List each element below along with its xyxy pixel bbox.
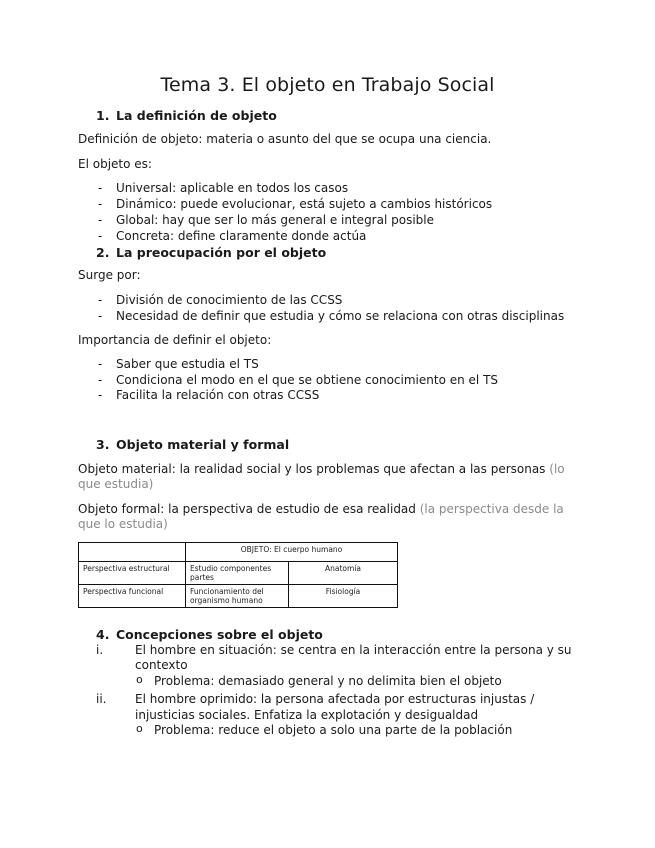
dash-bullet: - <box>98 293 103 307</box>
table-cell <box>186 585 289 608</box>
list-item: Saber que estudia el TS <box>116 357 259 371</box>
problem-line: Problema: reduce el objeto a solo una parte de la población <box>154 723 513 737</box>
list-item: División de conocimiento de las CCSS <box>116 293 343 307</box>
circle-bullet: o <box>136 673 143 686</box>
object-intro: El objeto es: <box>78 157 152 171</box>
dash-bullet: - <box>98 181 103 195</box>
table-cell: Anatomía <box>289 562 398 585</box>
material-object-note-cont: que estudia) <box>78 477 154 491</box>
page-title: Tema 3. El objeto en Trabajo Social <box>160 74 495 96</box>
section-2-heading: La preocupación por el objeto <box>116 245 327 260</box>
table-cell: Fisiología <box>289 585 398 608</box>
formal-object-text <box>78 502 564 516</box>
section-1-heading: La definición de objeto <box>116 108 277 123</box>
list-item: Facilita la relación con otras CCSS <box>116 388 320 402</box>
list-item: Global: hay que ser lo más general e integral posible <box>116 213 434 227</box>
formal-object-definition: Objeto formal: la perspectiva de estudio de esa realidad <box>78 502 416 516</box>
section-3-heading: Objeto material y formal <box>116 437 290 452</box>
dash-bullet: - <box>98 229 103 243</box>
table-header-row <box>79 543 398 562</box>
surge-intro: Surge por: <box>78 268 141 282</box>
section-4-heading: Concepciones sobre el objeto <box>116 627 323 642</box>
material-object-text <box>78 462 565 476</box>
section-2-number: 2. <box>96 245 110 260</box>
dash-bullet: - <box>98 197 103 211</box>
section-1-number: 1. <box>96 108 110 123</box>
formal-object-note-cont: que lo estudia) <box>78 517 168 531</box>
table-cell-line: Funcionamiento del <box>190 587 264 596</box>
dash-bullet: - <box>98 309 103 323</box>
table-cell-line: partes <box>190 573 214 582</box>
concept-line: contexto <box>135 658 188 672</box>
dash-bullet: - <box>98 388 103 402</box>
circle-bullet: o <box>136 722 143 735</box>
formal-object-note: (la perspectiva desde la <box>419 502 564 516</box>
table-cell-line: Estudio componentes <box>190 564 272 573</box>
list-item: Universal: aplicable en todos los casos <box>116 181 349 195</box>
dash-bullet: - <box>98 213 103 227</box>
table-row-label: Perspectiva funcional <box>79 585 186 608</box>
dash-bullet: - <box>98 373 103 387</box>
roman-numeral: i. <box>96 643 104 657</box>
object-table <box>78 542 398 608</box>
table-header-cell: OBJETO: El cuerpo humano <box>186 543 398 562</box>
list-item: Condiciona el modo en el que se obtiene conocimiento en el TS <box>116 373 499 387</box>
importance-intro: Importancia de definir el objeto: <box>78 333 272 347</box>
list-item: Dinámico: puede evolucionar, está sujeto a cambios históricos <box>116 197 493 211</box>
definition-text: Definición de objeto: materia o asunto del que se ocupa una ciencia. <box>78 132 492 146</box>
list-item: Necesidad de definir que estudia y cómo se relaciona con otras disciplinas <box>116 309 565 323</box>
table-row <box>79 562 398 585</box>
material-object-definition: Objeto material: la realidad social y los problemas que afectan a las personas <box>78 462 546 476</box>
table-cell-line: organismo humano <box>190 596 263 605</box>
concept-line: El hombre en situación: se centra en la interacción entre la persona y su <box>135 643 572 657</box>
section-4-number: 4. <box>96 627 110 642</box>
table-cell <box>186 562 289 585</box>
problem-line: Problema: demasiado general y no delimita bien el objeto <box>154 674 502 688</box>
concept-line: El hombre oprimido: la persona afectada por estructuras injustas / <box>135 692 535 706</box>
table-empty-cell <box>79 543 186 562</box>
table-row-label: Perspectiva estructural <box>79 562 186 585</box>
table-row <box>79 585 398 608</box>
section-3-number: 3. <box>96 437 110 452</box>
material-object-note: (lo <box>549 462 565 476</box>
concept-line: injusticias sociales. Enfatiza la explotación y desigualdad <box>135 708 479 722</box>
roman-numeral: ii. <box>96 692 107 706</box>
list-item: Concreta: define claramente donde actúa <box>116 229 367 243</box>
dash-bullet: - <box>98 357 103 371</box>
